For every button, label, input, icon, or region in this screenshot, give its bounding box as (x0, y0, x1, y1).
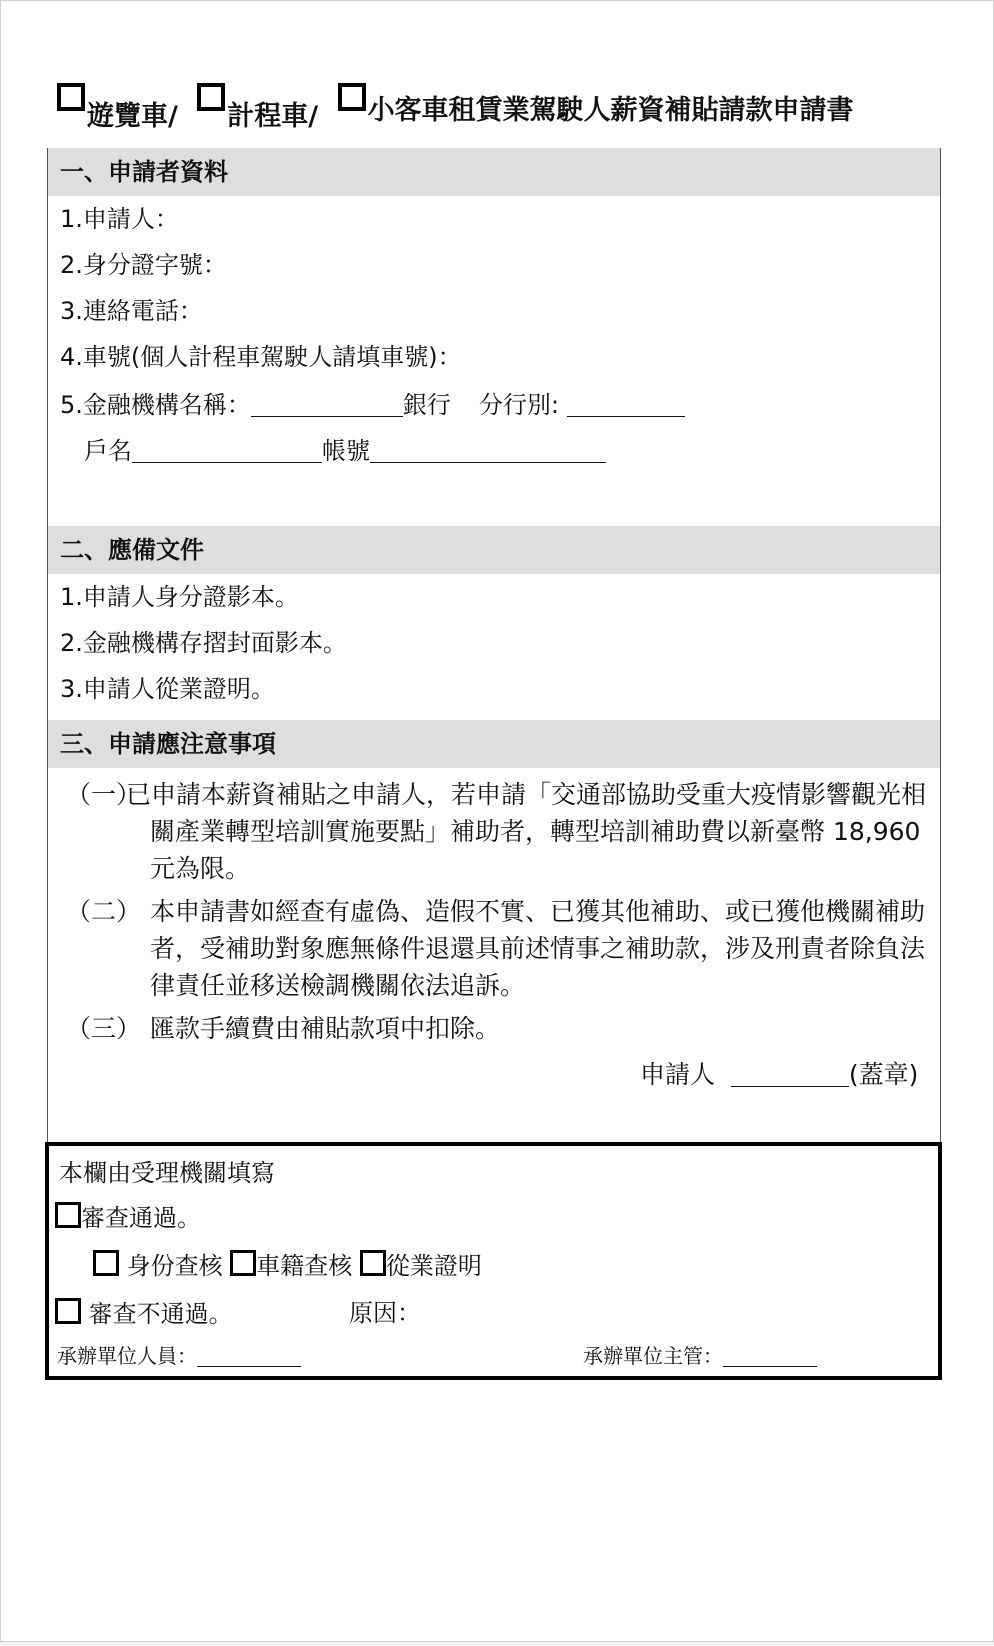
vehicle-check-label: 車籍查核 (256, 1252, 353, 1280)
taxi-checkbox[interactable] (197, 83, 225, 111)
note-item (66, 776, 936, 887)
note-number: （二） (66, 897, 142, 926)
document-item: 1.申請人身分證影本。 (60, 583, 299, 611)
note-text (66, 1010, 936, 1047)
form-body (47, 148, 941, 1142)
plate-label: 4.車號(個人計程車駕駛人請填車號)： (60, 343, 462, 371)
rejected-label: 審查不通過。 (88, 1300, 233, 1328)
bank-suffix: 銀行 (402, 391, 451, 419)
note-text (66, 893, 936, 1004)
title-option-car-rental (338, 83, 854, 127)
account-number-label: 帳號 (322, 437, 370, 465)
note-item (66, 893, 936, 1004)
note-text (66, 776, 936, 887)
plate-field[interactable] (60, 342, 462, 372)
stamp-label: (蓋章) (848, 1060, 919, 1089)
signature-blank[interactable] (731, 1062, 849, 1087)
staff-blank[interactable] (197, 1346, 301, 1367)
approved-label: 審查通過。 (81, 1204, 201, 1232)
note-item (66, 1010, 936, 1047)
bank-field-row (60, 390, 685, 420)
note-text-content: 已申請本薪資補貼之申請人，若申請「交通部協助受重大疫情影響觀光相關產業轉型培訓實施要點」補助者，轉型培訓補助費以新臺幣 18,960 元為限。 (126, 780, 927, 883)
office-use-box (45, 1142, 942, 1380)
supervisor-label: 承辦單位主管： (583, 1344, 723, 1368)
car-rental-label: 小客車租賃業駕駛人薪資補貼請款申請書 (367, 95, 854, 126)
form-title (57, 83, 957, 133)
rejected-checkbox[interactable] (55, 1298, 81, 1324)
document-item: 2.金融機構存摺封面影本。 (60, 629, 347, 657)
title-option-tour-bus (57, 83, 178, 133)
note-number: （三） (66, 1014, 142, 1043)
employment-check-label: 從業證明 (385, 1252, 482, 1280)
staff-label: 承辦單位人員： (57, 1344, 197, 1368)
identity-check-checkbox[interactable] (93, 1250, 119, 1276)
account-number-blank[interactable] (370, 438, 606, 463)
bank-name-blank[interactable] (251, 392, 403, 417)
signature-label: 申請人 (640, 1060, 716, 1089)
account-row (84, 436, 606, 466)
employment-check-checkbox[interactable] (360, 1250, 386, 1276)
id-number-field[interactable] (60, 250, 227, 280)
vehicle-check-checkbox[interactable] (230, 1250, 256, 1276)
document-item: 3.申請人從業證明。 (60, 675, 275, 703)
note-text-content: 匯款手續費由補貼款項中扣除。 (150, 1014, 501, 1043)
rejected-option[interactable] (55, 1298, 233, 1329)
phone-field[interactable] (60, 296, 203, 326)
title-option-taxi (197, 83, 318, 133)
account-name-label: 戶名 (84, 437, 132, 465)
branch-label: 分行別: (478, 391, 559, 419)
approved-option[interactable] (55, 1202, 201, 1233)
section-documents-heading: 二、應備文件 (48, 526, 940, 574)
tour-bus-checkbox[interactable] (57, 83, 85, 111)
branch-blank[interactable] (567, 392, 685, 417)
applicant-label: 1.申請人： (60, 205, 179, 233)
section-notes-heading: 三、申請應注意事項 (48, 720, 940, 768)
car-rental-checkbox[interactable] (338, 83, 366, 111)
id-number-label: 2.身分證字號： (60, 251, 227, 279)
supervisor-blank[interactable] (723, 1346, 817, 1367)
taxi-label: 計程車/ (227, 101, 319, 132)
staff-signature-row (57, 1341, 301, 1371)
note-text-content: 本申請書如經查有虛偽、造假不實、已獲其他補助、或已獲他機關補助者，受補助對象應無條件退還具前述情事之補助款，涉及刑責者除負法律責任並移送檢調機關依法追訴。 (150, 897, 926, 1000)
check-items-row (93, 1250, 482, 1281)
reason-label: 原因： (349, 1299, 421, 1327)
tour-bus-label: 遊覽車/ (87, 101, 178, 132)
section-applicant-heading: 一、申請者資料 (48, 148, 940, 196)
supervisor-signature-row (583, 1341, 817, 1371)
phone-label: 3.連絡電話： (60, 297, 203, 325)
office-heading: 本欄由受理機關填寫 (59, 1159, 275, 1187)
note-number: （一） (66, 780, 142, 809)
approved-checkbox[interactable] (55, 1202, 81, 1228)
identity-check-label: 身份查核 (126, 1252, 223, 1280)
applicant-field[interactable] (60, 204, 179, 234)
account-name-blank[interactable] (132, 438, 322, 463)
applicant-signature-row (640, 1060, 918, 1090)
bank-label: 5.金融機構名稱： (60, 391, 251, 419)
